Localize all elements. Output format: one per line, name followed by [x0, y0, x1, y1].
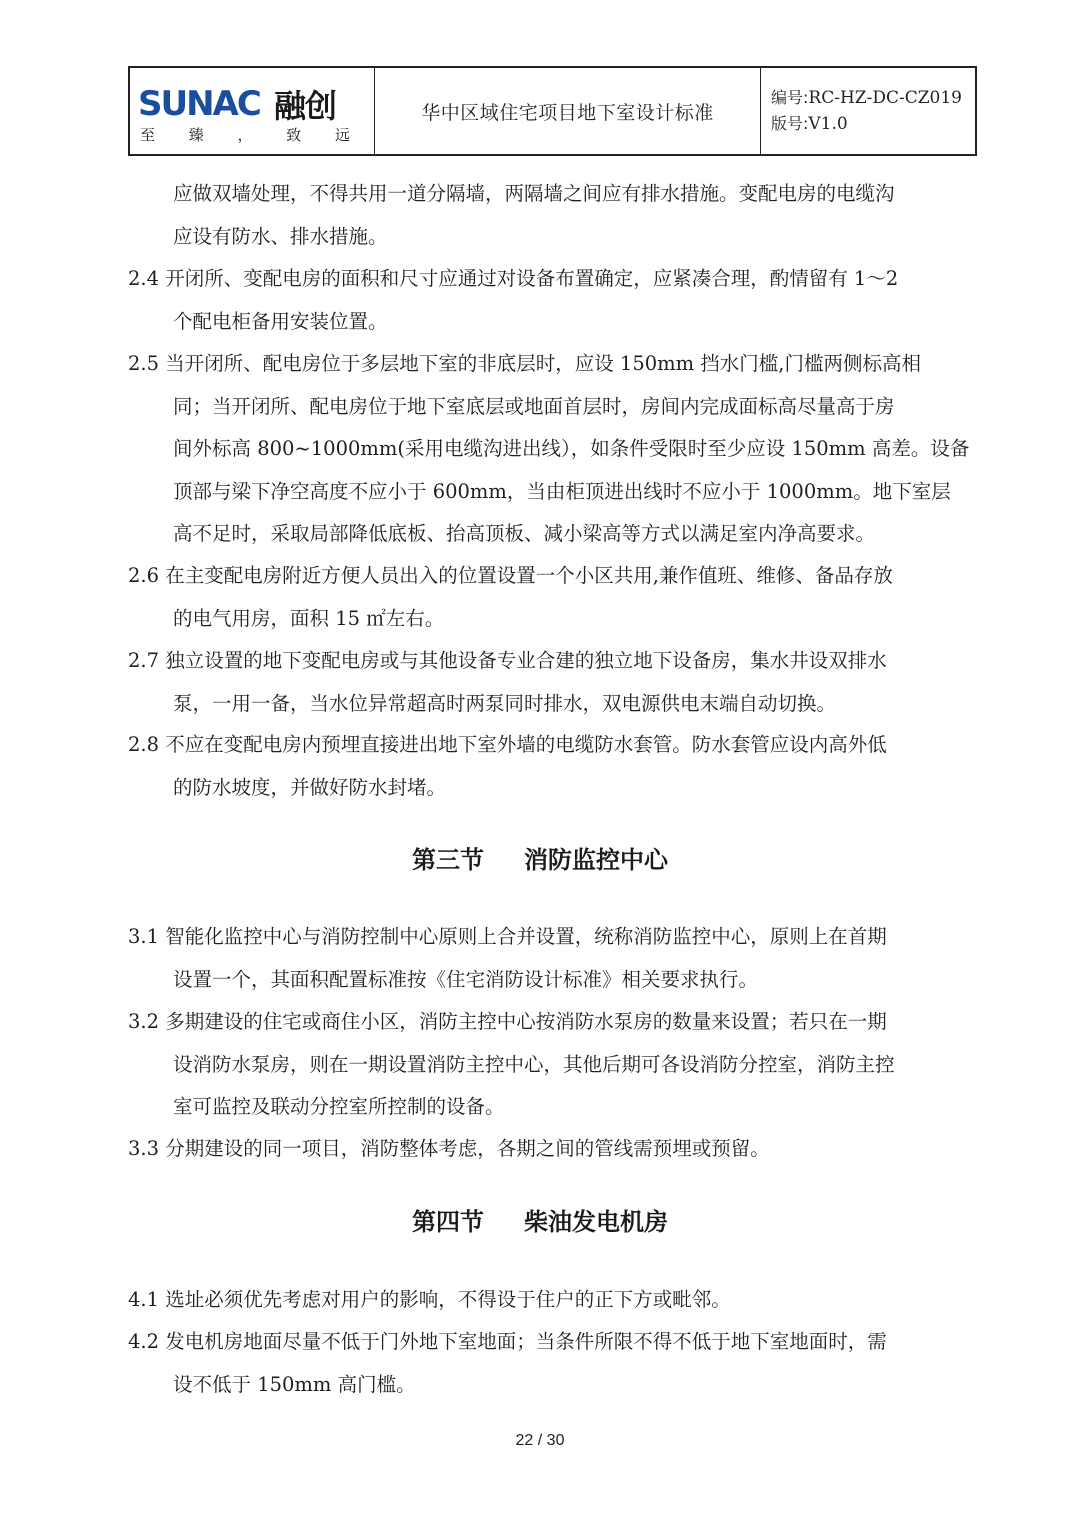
text-line: 2.4 开闭所、变配电房的面积和尺寸应通过对设备布置确定，应紧凑合理，酌情留有 1～2	[128, 267, 899, 290]
meta-cell	[761, 68, 975, 154]
paragraph-3-1	[128, 916, 887, 1001]
text-line: 2.6 在主变配电房附近方便人员出入的位置设置一个小区共用,兼作值班、维修、备品存放	[128, 564, 893, 587]
code-value: RC-HZ-DC-CZ019	[808, 88, 962, 108]
text-line: 室可监控及联动分控室所控制的设备。	[173, 1095, 505, 1118]
logo-slogan	[140, 124, 350, 145]
document-version	[771, 111, 975, 137]
text-line: 设置一个，其面积配置标准按《住宅消防设计标准》相关要求执行。	[173, 967, 759, 991]
document-code	[771, 85, 975, 111]
text-line: 2.8 不应在变配电房内预埋直接进出地下室外墙的电缆防水套管。防水套管应设内高外低	[128, 733, 887, 756]
text-line: 3.3 分期建设的同一项目，消防整体考虑，各期之间的管线需预埋或预留。	[128, 1137, 770, 1160]
paragraph-2-5	[128, 343, 969, 556]
paragraph-3-2	[128, 1001, 895, 1129]
paragraph-2-7	[128, 640, 887, 725]
sunac-logo	[138, 82, 272, 122]
section-number: 第四节	[412, 1208, 484, 1236]
paragraph-2-6	[128, 555, 893, 640]
text-line: 设消防水泵房，则在一期设置消防主控中心，其他后期可各设消防分控室，消防主控	[173, 1052, 895, 1076]
page-number: 22 / 30	[515, 1432, 565, 1449]
text-line: 个配电柜备用安装位置。	[173, 309, 388, 333]
text-line: 顶部与梁下净空高度不应小于 600mm，当由柜顶进出线时不应小于 1000mm。地下室层	[173, 479, 951, 503]
text-line: 应设有防水、排水措施。	[173, 224, 388, 248]
text-line: 同；当开闭所、配电房位于地下室底层或地面首层时，房间内完成面标高尽量高于房	[173, 394, 895, 418]
paragraph-4-2	[128, 1321, 887, 1406]
slogan-char: 臻	[188, 126, 204, 144]
text-line: 泵，一用一备，当水位异常超高时两泵同时排水，双电源供电末端自动切换。	[173, 691, 837, 715]
text-line: 间外标高 800~1000mm(采用电缆沟进出线），如条件受限时至少应设 150mm 高差。设备	[173, 437, 970, 460]
logo-cell	[130, 68, 375, 154]
version-label: 版号:	[771, 114, 809, 133]
version-value: V1.0	[808, 114, 848, 134]
paragraph-2-4	[128, 258, 898, 343]
slogan-char: ，	[237, 126, 253, 144]
section-title: 消防监控中心	[524, 846, 668, 874]
paragraph-4-1	[128, 1279, 731, 1322]
code-label: 编号:	[771, 88, 809, 107]
title-cell	[375, 68, 761, 154]
text-line: 4.1 选址必须优先考虑对用户的影响，不得设于住户的正下方或毗邻。	[128, 1288, 731, 1311]
paragraph-3-3	[128, 1128, 770, 1171]
paragraph-2-8	[128, 724, 887, 809]
text-line: 3.2 多期建设的住宅或商住小区，消防主控中心按消防水泵房的数量来设置；若只在一期	[128, 1010, 887, 1033]
text-line: 2.5 当开闭所、配电房位于多层地下室的非底层时，应设 150mm 挡水门槛,门槛两侧标高相	[128, 352, 922, 375]
slogan-char: 至	[140, 126, 156, 144]
section-3-heading	[0, 840, 1080, 875]
section-4-heading	[0, 1202, 1080, 1237]
text-line: 的防水坡度，并做好防水封堵。	[173, 775, 447, 799]
document-title: 华中区域住宅项目地下室设计标准	[421, 101, 714, 124]
document-header	[128, 66, 977, 156]
text-line: 的电气用房，面积 15 ㎡左右。	[173, 606, 445, 630]
text-line: 2.7 独立设置的地下变配电房或与其他设备专业合建的独立地下设备房，集水井设双排水	[128, 649, 887, 672]
text-line: 4.2 发电机房地面尽量不低于门外地下室地面；当条件所限不得不低于地下室地面时，需	[128, 1330, 887, 1353]
section-title: 柴油发电机房	[524, 1208, 668, 1236]
slogan-char: 远	[334, 126, 350, 144]
text-line: 高不足时，采取局部降低底板、抬高顶板、减小梁高等方式以满足室内净高要求。	[173, 522, 876, 545]
paragraph-continued	[173, 173, 895, 258]
text-line: 设不低于 150mm 高门槛。	[173, 1372, 416, 1396]
text-line: 3.1 智能化监控中心与消防控制中心原则上合并设置，统称消防监控中心，原则上在首期	[128, 925, 887, 948]
logo-cn-text: 融创	[274, 87, 337, 125]
logo-latin-text: SUNAC	[138, 84, 260, 122]
text-line: 应做双墙处理，不得共用一道分隔墙，两隔墙之间应有排水措施。变配电房的电缆沟	[173, 182, 895, 205]
slogan-char: 致	[286, 126, 302, 144]
section-number: 第三节	[412, 846, 484, 874]
